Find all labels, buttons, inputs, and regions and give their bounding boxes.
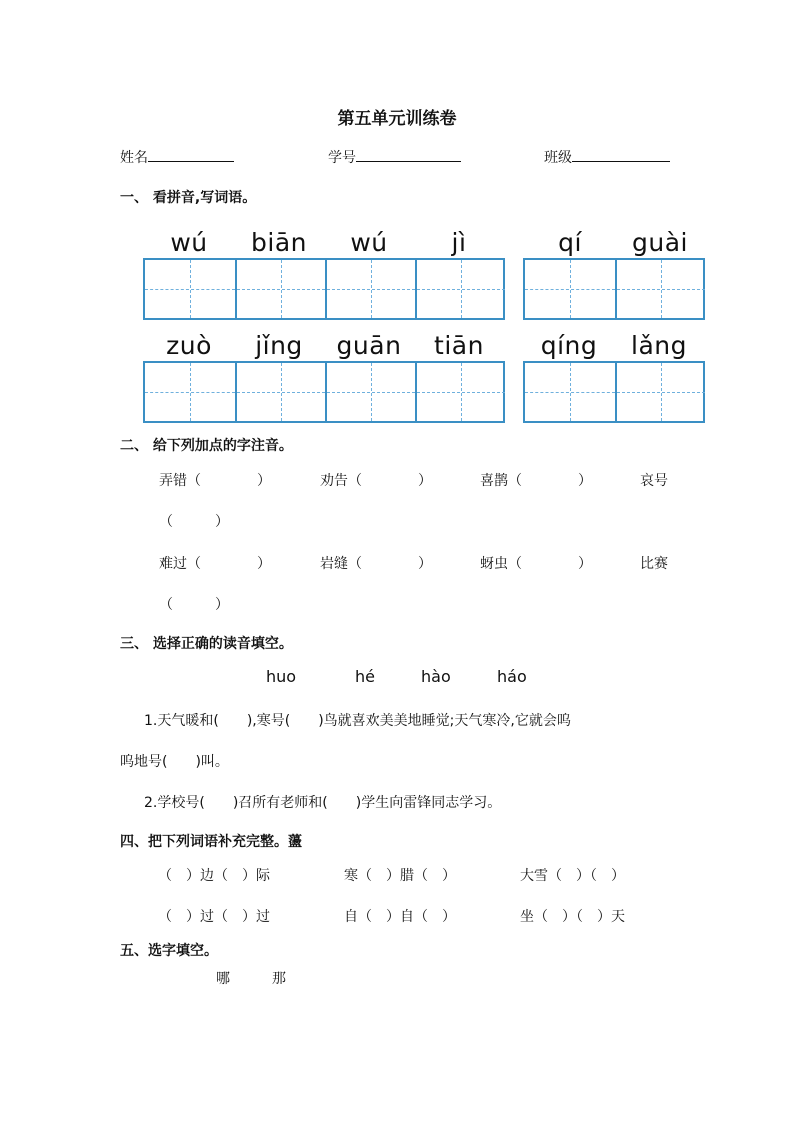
- pinyin-lang: lǎng: [631, 331, 687, 360]
- s2-item-2[interactable]: 劝告（ ）: [320, 473, 432, 489]
- s3-option-huo: huo: [266, 667, 297, 686]
- s4-item-4[interactable]: （ ）过（ ）过: [158, 909, 270, 925]
- section-4-heading: 四、把下列词语补充完整。蘯: [120, 834, 302, 850]
- s2-item-8: 比赛: [640, 556, 668, 572]
- s2-item-8-blank[interactable]: （ ）: [159, 597, 229, 613]
- class-line: [572, 147, 670, 162]
- section-5-heading: 五、选字填空。: [120, 943, 218, 959]
- s5-option-na4: 那: [272, 971, 286, 987]
- pinyin-jing: jǐng: [255, 331, 303, 360]
- s3-question-1-cont[interactable]: 呜地号( )叫。: [120, 754, 229, 770]
- pinyin-tian: tiān: [434, 331, 484, 360]
- pinyin-zuo: zuò: [166, 331, 212, 360]
- tian-grid-row1-b[interactable]: [523, 258, 705, 320]
- s4-item-6[interactable]: 坐（ ）（ ）天: [520, 909, 625, 925]
- s3-question-1[interactable]: 1.天气暖和( ),寒号( )鸟就喜欢美美地睡觉;天气寒冷,它就会呜: [144, 713, 571, 729]
- s3-option-he: hé: [355, 667, 375, 686]
- s4-item-1[interactable]: （ ）边（ ）际: [158, 868, 270, 884]
- name-field[interactable]: 姓名: [120, 147, 234, 167]
- s3-option-hao2: háo: [497, 667, 527, 686]
- s3-option-hao4: hào: [421, 667, 451, 686]
- s4-item-3[interactable]: 大雪（ ）（ ）: [520, 868, 625, 884]
- s2-item-1[interactable]: 弄错（ ）: [159, 473, 271, 489]
- pinyin-guai: guài: [632, 228, 688, 257]
- s2-item-5[interactable]: 难过（ ）: [159, 556, 271, 572]
- s3-question-2[interactable]: 2.学校号( )召所有老师和( )学生向雷锋同志学习。: [144, 795, 502, 811]
- pinyin-qing: qíng: [540, 331, 598, 360]
- section-2-heading: 二、 给下列加点的字注音。: [120, 438, 293, 454]
- pinyin-bian: biān: [251, 228, 307, 257]
- section-3-heading: 三、 选择正确的读音填空。: [120, 636, 293, 652]
- pinyin-guan: guān: [336, 331, 402, 360]
- pinyin-ji: jì: [451, 228, 467, 257]
- pinyin-qi: qí: [558, 228, 582, 257]
- page-title: 第五单元训练卷: [337, 109, 457, 129]
- tian-grid-row2-a[interactable]: [143, 361, 505, 423]
- s5-option-na3: 哪: [216, 971, 230, 987]
- s4-item-5[interactable]: 自（ ）自（ ）: [344, 909, 456, 925]
- s2-item-6[interactable]: 岩缝（ ）: [320, 556, 432, 572]
- s4-item-2[interactable]: 寒（ ）腊（ ）: [344, 868, 456, 884]
- tian-grid-row1-a[interactable]: [143, 258, 505, 320]
- section-1-heading: 一、 看拼音,写词语。: [120, 190, 257, 206]
- number-field[interactable]: 学号: [328, 147, 461, 167]
- s2-item-4-blank[interactable]: （ ）: [159, 514, 229, 530]
- number-line: [356, 147, 461, 162]
- s2-item-7[interactable]: 蚜虫（ ）: [480, 556, 592, 572]
- tian-grid-row2-b[interactable]: [523, 361, 705, 423]
- pinyin-wu1: wú: [170, 228, 208, 257]
- s2-item-4: 哀号: [640, 473, 668, 489]
- name-line: [148, 147, 234, 162]
- s2-item-3[interactable]: 喜鹊（ ）: [480, 473, 592, 489]
- pinyin-wu2: wú: [350, 228, 388, 257]
- class-field[interactable]: 班级: [544, 147, 670, 167]
